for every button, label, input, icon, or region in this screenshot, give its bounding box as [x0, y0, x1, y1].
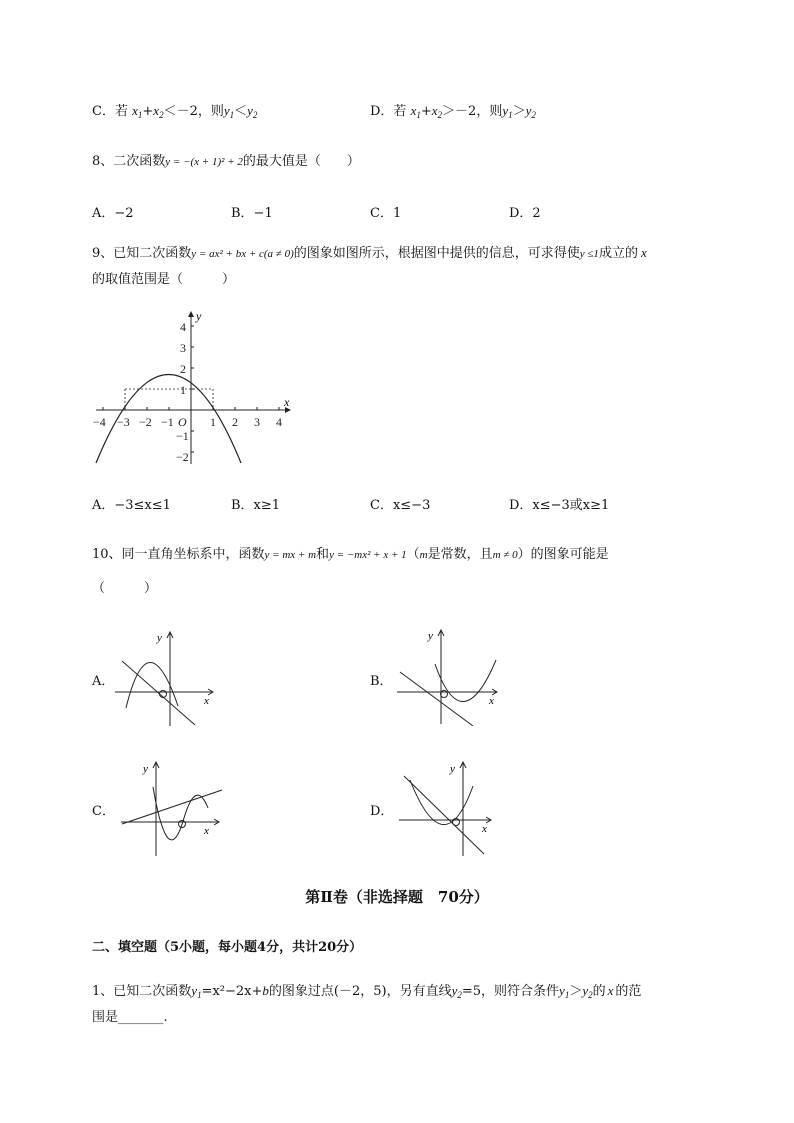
stem-text: 的最大值是（ ）: [242, 154, 360, 169]
var: y: [247, 103, 253, 118]
var: x: [132, 103, 138, 118]
subscript: 1: [564, 990, 570, 1000]
y-axis-label: y: [428, 630, 433, 642]
q10-choice-b-graph: [392, 626, 504, 726]
line-graph: [122, 790, 222, 824]
stem-text: 的: [592, 984, 606, 999]
stem-text: 和: [316, 547, 330, 562]
subscript: 2: [437, 110, 443, 120]
relation-text: ＞－2，则: [442, 104, 503, 119]
stem-text: =5，则符合条件: [461, 984, 560, 999]
op: ＞: [512, 104, 526, 119]
subscript: 2: [252, 110, 258, 120]
q10-choice-a-label: A．: [92, 674, 115, 689]
parabola-curve: [410, 780, 473, 825]
formula: y = −(x + 1)² + 2: [165, 156, 243, 168]
op: ＞: [569, 984, 583, 999]
section-title: 第Ⅱ卷（非选择题 70分）: [305, 888, 489, 906]
formula: m ≠ 0: [492, 549, 518, 561]
q10-stem-line2: （ ）: [92, 581, 158, 596]
subscript: 1: [197, 990, 202, 1000]
q9-stem: [92, 242, 647, 261]
var: x: [640, 245, 647, 260]
q10-choice-c-graph: [118, 758, 228, 858]
subscript: 1: [416, 110, 421, 120]
var: y: [191, 983, 198, 998]
formula: y ≤1: [579, 248, 599, 260]
var: b: [262, 983, 269, 998]
var: m: [419, 549, 428, 561]
stem-text: 的图象如图所示，根据图中提供的信息，可求得使: [293, 246, 580, 261]
q8-option-c: C．1: [370, 206, 402, 221]
x-tick-label: 3: [254, 415, 260, 429]
x-tick-label: 1: [210, 415, 216, 429]
option-label: C．若: [92, 104, 128, 119]
relation-text: ＜－2，则: [163, 104, 224, 119]
formula: =x²−2x+: [201, 984, 263, 999]
y-tick-label: −2: [176, 450, 189, 464]
op: +: [420, 104, 432, 119]
y-axis-label: y: [143, 763, 148, 775]
y-axis-label: y: [196, 309, 202, 323]
stem-text: 的图象过点(－2，5)，另有直线: [268, 984, 452, 999]
y-axis-label: y: [157, 632, 162, 644]
var: y: [525, 103, 532, 118]
formula: y = −mx² + x + 1: [329, 549, 407, 561]
q10-choice-d-graph: [396, 758, 498, 858]
x-axis-label: x: [489, 695, 494, 707]
subscript: 1: [137, 110, 143, 120]
fill1-stem-line2: 围是_______.: [92, 1010, 168, 1025]
q9-option-c: C．x≤−3: [370, 498, 431, 513]
q9-stem-line2: 的取值范围是（ ）: [92, 272, 236, 287]
y-tick-label: 3: [180, 341, 186, 355]
op: +: [142, 104, 154, 119]
q10-choice-c-label: C．: [92, 804, 115, 819]
x-tick-label: 2: [232, 415, 238, 429]
stem-text: 成立的: [598, 246, 638, 261]
subscript: 2: [159, 110, 164, 120]
q9-option-d: D．x≤−3或x≥1: [509, 498, 610, 513]
x-axis-label: x: [204, 825, 209, 837]
var: x: [153, 103, 160, 118]
q9-parabola-graph: [90, 306, 300, 466]
option-label: D．若: [370, 104, 407, 119]
stem-text: ）的图象可能是: [517, 547, 609, 562]
var: y: [223, 103, 230, 118]
var: y: [451, 983, 458, 998]
q7-option-d: [370, 100, 536, 120]
stem-text: （: [406, 547, 420, 562]
dashed-guides: [125, 389, 213, 410]
subscript: 1: [508, 110, 513, 120]
y-tick-labels: [176, 320, 189, 464]
q7-option-c: [92, 100, 257, 120]
x-tick-label: −4: [93, 415, 106, 429]
stem-text: 是常数，且: [427, 547, 493, 562]
section-heading: 二、填空题（5小题，每小题4分，共计20分）: [92, 940, 363, 955]
stem-text: 1、已知二次函数: [92, 984, 192, 999]
formula: y = mx + m: [264, 549, 317, 561]
q8-stem: [92, 150, 360, 169]
q10-choice-b-label: B．: [370, 674, 393, 689]
x-tick-label: 4: [276, 415, 282, 429]
x-axis-label: x: [284, 395, 290, 409]
subscript: 2: [531, 110, 536, 120]
stem-text: 10、同一直角坐标系中，函数: [92, 547, 265, 562]
y-tick-label: −1: [176, 429, 189, 443]
q9-option-a: A．−3≤x≤1: [92, 498, 171, 513]
x-axis-label: x: [482, 823, 487, 835]
q10-stem: [92, 543, 609, 562]
subscript: 1: [229, 110, 235, 120]
q10-choice-d-label: D．: [370, 804, 394, 819]
stem-text: 8、二次函数: [92, 154, 166, 169]
var: x: [431, 103, 438, 118]
stem-text: 9、已知二次函数: [92, 246, 192, 261]
x-tick-label: O: [178, 415, 187, 429]
line-graph: [122, 661, 195, 725]
x-tick-label: −3: [117, 415, 130, 429]
q10-choice-a-graph: [110, 628, 220, 728]
x-axis-label: x: [204, 695, 209, 707]
x-tick-labels: [93, 415, 282, 429]
q8-option-a: A．−2: [92, 206, 134, 221]
line-graph: [400, 672, 473, 726]
op: ＜: [234, 104, 248, 119]
var: x: [607, 983, 614, 998]
q8-option-d: D．2: [509, 206, 541, 221]
y-tick-label: 4: [180, 320, 186, 334]
var: y: [582, 983, 589, 998]
var: x: [410, 103, 417, 118]
x-tick-label: −1: [161, 415, 174, 429]
stem-text: 的范: [615, 984, 642, 999]
y-tick-label: 2: [180, 362, 186, 376]
x-tick-label: −2: [139, 415, 152, 429]
subscript: 2: [588, 990, 593, 1000]
formula: y = ax² + bx + c(a ≠ 0): [191, 248, 294, 260]
q8-option-b: B．−1: [231, 206, 273, 221]
parabola-curve: [435, 660, 496, 702]
var: y: [502, 103, 509, 118]
var: y: [559, 983, 565, 998]
parabola-curve: [153, 787, 208, 840]
q9-option-b: B．x≥1: [231, 498, 281, 513]
subscript: 2: [457, 990, 462, 1000]
y-axis-label: y: [450, 763, 455, 775]
fill1-stem: [92, 980, 641, 1000]
y-tick-label: 1: [180, 383, 186, 397]
